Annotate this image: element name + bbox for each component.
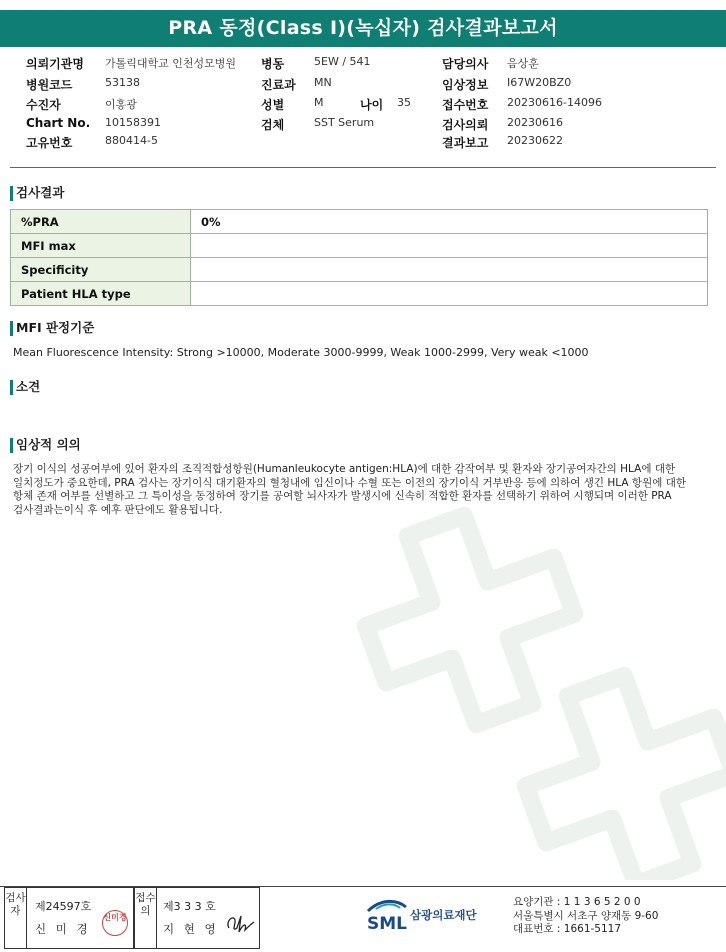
approver-license-no: 제3 3 3 호 bbox=[163, 900, 216, 913]
info-row-2 bbox=[0, 76, 726, 93]
paragraph-line: 장기 이식의 성공여부에 있어 환자의 조직적합성항원(Humanleukocyte antigen:HLA)에 대한 감작여부 및 환자와 장기공여자간의 HLA에 대한 bbox=[13, 463, 676, 475]
approver-name: 지 현 영 bbox=[163, 922, 219, 936]
info-row-1 bbox=[0, 55, 726, 72]
sex-label: 성별 bbox=[261, 98, 285, 112]
mfi-criteria-text: Mean Fluorescence Intensity: Strong >10000, Moderate 3000-9999, Weak 1000-2999, Very weak <1000 bbox=[13, 346, 589, 359]
tester-seal-icon: 신미경 bbox=[102, 910, 128, 936]
specimen-label: 검체 bbox=[261, 118, 285, 132]
age-value: 35 bbox=[397, 96, 411, 109]
logo-mark: SML bbox=[367, 914, 407, 934]
org-address: 서울특별시 서초구 양재동 9-60 bbox=[513, 909, 659, 922]
unique-value: 880414-5 bbox=[105, 134, 158, 147]
receipt-label: 접수번호 bbox=[442, 98, 489, 112]
paragraph-line: 검사결과는이식 후 예후 판단에도 활용됩니다. bbox=[13, 503, 223, 516]
clinical-value: I67W20BZ0 bbox=[507, 76, 572, 89]
info-row-5 bbox=[0, 134, 726, 151]
dept-value: MN bbox=[314, 76, 332, 89]
paragraph-line: 항체 존재 여부를 선별하고 그 특이성을 동정하여 장기를 공여할 뇌사자가 발생시에 신속히 적합한 환자를 선택하기 위하여 시행되며 이러한 PRA bbox=[13, 490, 672, 502]
ward-value: 5EW / 541 bbox=[314, 55, 371, 68]
patient-value: 이홍광 bbox=[105, 98, 137, 111]
hospital-code-label: 병원코드 bbox=[26, 78, 73, 92]
approver-side-label: 접수의 bbox=[135, 888, 157, 948]
requester-label: 의뢰기관명 bbox=[26, 57, 84, 71]
org-code: 요양기관 : 1 1 3 6 5 2 0 0 bbox=[513, 896, 641, 908]
hla-type-key: Patient HLA type bbox=[11, 282, 191, 306]
specimen-value: SST Serum bbox=[314, 116, 375, 129]
dept-label: 진료과 bbox=[261, 78, 296, 92]
hospital-code-value: 53138 bbox=[105, 76, 140, 89]
report-date-value: 20230622 bbox=[507, 134, 563, 147]
requester-value: 가톨릭대학교 인천성모병원 bbox=[105, 57, 237, 70]
tester-name: 신 미 경 bbox=[35, 922, 91, 936]
pra-value: 0% bbox=[191, 210, 708, 234]
clinical-significance-text bbox=[13, 463, 703, 517]
results-table bbox=[10, 209, 708, 306]
table-row bbox=[11, 210, 708, 234]
clinical-label: 임상정보 bbox=[442, 78, 489, 92]
table-row bbox=[11, 282, 708, 306]
info-divider bbox=[10, 167, 716, 168]
info-row-3 bbox=[0, 96, 726, 113]
specificity-key: Specificity bbox=[11, 258, 191, 282]
chart-value: 10158391 bbox=[105, 116, 161, 129]
tester-license-no: 제24597호 bbox=[35, 900, 92, 913]
report-title: PRA 동정(Class I)(녹십자) 검사결과보고서 bbox=[0, 10, 726, 47]
table-row bbox=[11, 234, 708, 258]
mfi-max-key: MFI max bbox=[11, 234, 191, 258]
ward-label: 병동 bbox=[261, 57, 285, 71]
org-name: 삼광의료재단 bbox=[410, 908, 477, 922]
approver-signature-box bbox=[134, 887, 260, 949]
paragraph-line: 일치정도가 중요한데, PRA 검사는 장기이식 대기환자의 혈청내에 임신이나 수혈 또는 이전의 장기이식 거부반응 등에 의하여 생긴 HLA 항원에 대한 bbox=[13, 476, 686, 489]
info-row-4 bbox=[0, 116, 726, 133]
mfi-max-value bbox=[191, 234, 708, 258]
table-row bbox=[11, 258, 708, 282]
doctor-label: 담당의사 bbox=[442, 57, 489, 71]
org-phone: 대표번호 : 1661-5117 bbox=[513, 923, 622, 935]
request-date-value: 20230616 bbox=[507, 116, 563, 129]
patient-label: 수진자 bbox=[26, 98, 61, 112]
chart-label: Chart No. bbox=[26, 116, 91, 130]
age-label: 나이 bbox=[360, 98, 384, 112]
specificity-value bbox=[191, 258, 708, 282]
approver-signature-icon bbox=[223, 910, 257, 936]
tester-signature-box bbox=[4, 887, 134, 949]
opinion-heading: 소견 bbox=[10, 379, 40, 395]
results-heading: 검사결과 bbox=[10, 185, 64, 201]
sex-value: M bbox=[314, 96, 324, 109]
org-contact bbox=[513, 896, 658, 937]
hla-type-value bbox=[191, 282, 708, 306]
doctor-value: 음상훈 bbox=[507, 57, 539, 70]
tester-side-label: 검사자 bbox=[5, 888, 27, 948]
unique-label: 고유번호 bbox=[26, 136, 73, 150]
clinical-significance-heading: 임상적 의의 bbox=[10, 437, 81, 453]
pra-key: %PRA bbox=[11, 210, 191, 234]
watermark-cross-icon bbox=[300, 480, 726, 880]
mfi-heading: MFI 판정기준 bbox=[10, 320, 94, 336]
request-date-label: 검사의뢰 bbox=[442, 118, 489, 132]
report-date-label: 결과보고 bbox=[442, 136, 489, 150]
receipt-value: 20230616-14096 bbox=[507, 96, 602, 109]
